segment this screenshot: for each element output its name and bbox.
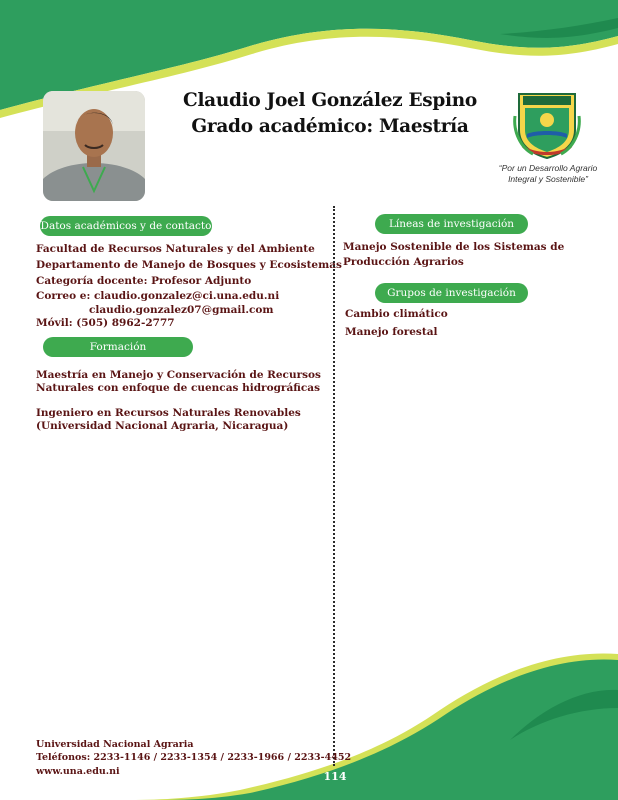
academic-degree: Grado académico: Maestría (191, 116, 469, 137)
section-label-formacion: Formación (43, 337, 193, 357)
email-secondary: claudio.gonzalez07@gmail.com (89, 304, 274, 316)
section-label-grupos: Grupos de investigación (375, 283, 528, 303)
grupo-item-1: Cambio climático (345, 308, 448, 320)
departamento-text: Departamento de Manejo de Bosques y Ecosistemas (36, 259, 342, 271)
column-divider (333, 206, 335, 766)
profile-photo (43, 91, 145, 201)
formacion-item-2-line-1: Ingeniero en Recursos Naturales Renovables (36, 407, 301, 419)
facultad-text: Facultad de Recursos Naturales y del Ambiente (36, 243, 315, 255)
grupo-item-2: Manejo forestal (345, 326, 438, 338)
motto-line-1: “Por un Desarrollo Agrario (498, 163, 598, 173)
university-motto (488, 163, 608, 185)
page-number: 114 (323, 770, 347, 783)
profile-name: Claudio Joel González Espino (183, 90, 477, 111)
linea-item-1-line-1: Manejo Sostenible de los Sistemas de (343, 241, 565, 253)
email-primary: Correo e: claudio.gonzalez@ci.una.edu.ni (36, 290, 280, 302)
footer-university: Universidad Nacional Agraria (36, 739, 194, 750)
footer-phones: Teléfonos: 2233-1146 / 2233-1354 / 2233-1966 / 2233-4452 (36, 752, 352, 763)
section-label-contacto: Datos académicos y de contacto (40, 216, 212, 236)
categoria-text: Categoría docente: Profesor Adjunto (36, 275, 252, 287)
motto-line-2: Integral y Sostenible” (508, 174, 588, 184)
una-university-logo (513, 86, 581, 160)
footer-website: www.una.edu.ni (36, 766, 120, 777)
linea-item-1-line-2: Producción Agrarios (343, 256, 464, 268)
mobile-phone: Móvil: (505) 8962-2777 (36, 317, 175, 329)
section-label-lineas: Líneas de investigación (375, 214, 528, 234)
formacion-item-1-line-2: Naturales con enfoque de cuencas hidrográficas (36, 382, 320, 394)
formacion-item-2-line-2: (Universidad Nacional Agraria, Nicaragua) (36, 420, 289, 432)
formacion-item-1-line-1: Maestría en Manejo y Conservación de Recursos (36, 369, 321, 381)
